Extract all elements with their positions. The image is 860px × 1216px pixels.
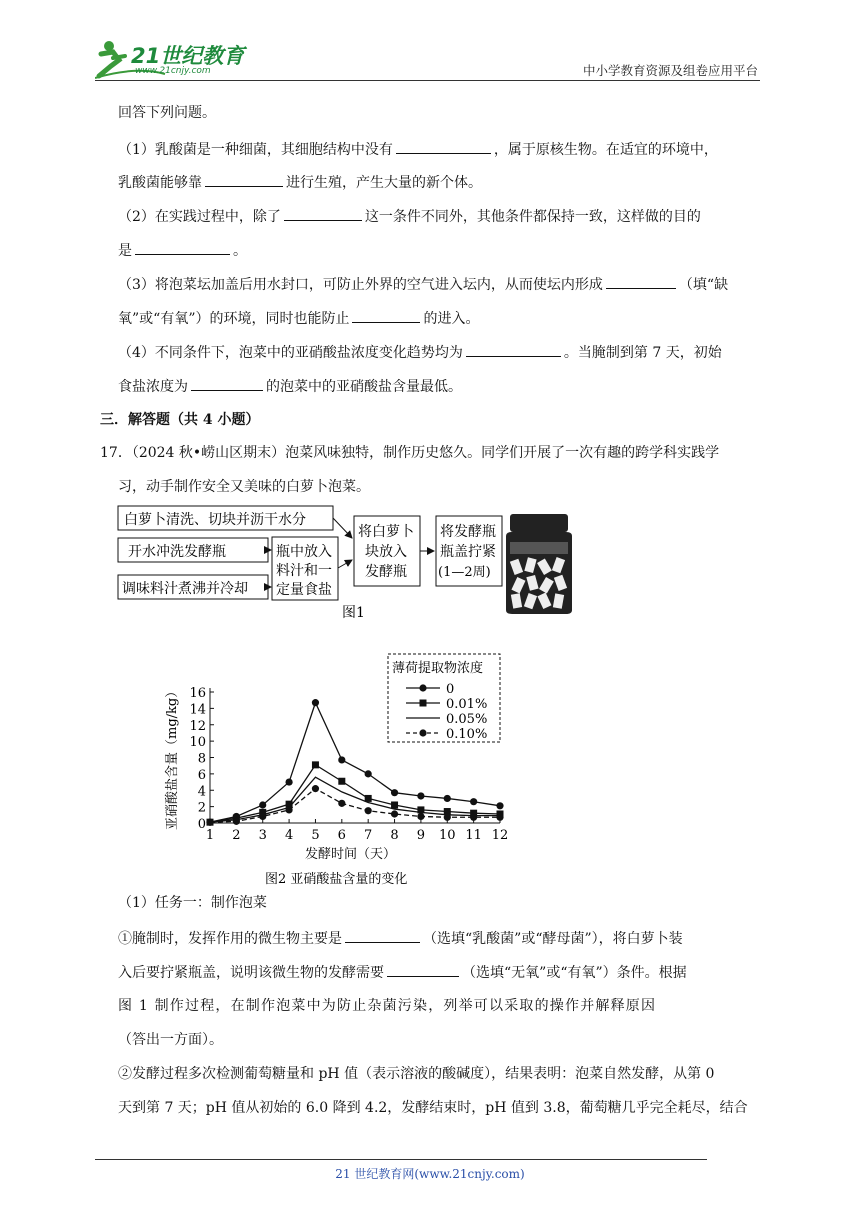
site-logo [95, 36, 255, 80]
answer-blank [135, 240, 230, 255]
q2-line1: （2）在实践过程中，除了 这一条件不同外，其他条件都保持一致，这样做的目的 [118, 206, 701, 227]
flow-text-add-1: 瓶中放入 [276, 544, 332, 560]
answer-blank [352, 308, 420, 323]
data-point [496, 814, 503, 821]
y-tick-label: 4 [197, 784, 206, 800]
legend-marker [420, 700, 427, 707]
task1-line4: （答出一方面）。 [118, 1032, 223, 1048]
y-tick-label: 6 [197, 767, 206, 783]
y-tick-label: 8 [197, 751, 206, 767]
data-point [285, 806, 292, 813]
data-point [365, 770, 372, 777]
x-tick-label: 8 [390, 828, 399, 843]
q3-line1: （3）将泡菜坛加盖后用水封口，可防止外界的空气进入坛内，从而使坛内形成 （填“缺 [118, 274, 728, 295]
legend-label: 0.05% [446, 712, 488, 727]
y-tick-label: 14 [189, 702, 206, 718]
section-heading: 三．解答题（共 4 小题） [100, 412, 260, 428]
data-point [470, 798, 477, 805]
answer-blank [191, 376, 263, 391]
legend-marker [419, 684, 426, 691]
data-point [417, 792, 424, 799]
y-tick-label: 16 [189, 686, 206, 701]
x-tick-label: 12 [491, 828, 509, 843]
data-point [470, 814, 477, 821]
data-point [312, 699, 319, 706]
data-point [391, 810, 398, 817]
flow-text-add-3: 定量食盐 [276, 582, 332, 598]
x-tick-label: 2 [232, 828, 241, 843]
data-point [259, 813, 266, 820]
data-point [338, 756, 345, 763]
q4-line1: （4）不同条件下，泡菜中的亚硝酸盐浓度变化趋势均为 。当腌制到第 7 天，初始 [118, 342, 722, 363]
task1-line3: 图 1 制作过程，在制作泡菜中为防止杂菌污染，列举可以采取的操作并解释原因 [118, 998, 657, 1014]
data-point [496, 802, 503, 809]
series-line-1 [210, 765, 500, 822]
legend-label: 0.10% [446, 727, 488, 742]
figure1-caption: 图1 [342, 605, 365, 621]
x-axis-label: 发酵时间（天） [305, 847, 397, 862]
q1-line1: （1）乳酸菌是一种细菌，其细胞结构中没有 ，属于原核生物。在适宜的环境中， [118, 139, 718, 160]
flow-text-season: 调味料汁煮沸并冷却 [122, 581, 248, 597]
legend-label: 0.01% [446, 697, 488, 712]
x-tick-label: 7 [364, 828, 373, 843]
x-tick-label: 5 [311, 828, 320, 843]
answer-blank [466, 342, 561, 357]
nitrite-line-chart [160, 650, 520, 890]
flow-text-seal-2: 瓶盖拧紧 [440, 544, 496, 560]
task1-line5: ②发酵过程多次检测葡萄糖量和 pH 值（表示溶液的酸碱度），结果表明：泡菜自然发酵，从第 0 [118, 1066, 715, 1082]
intro-line: 回答下列问题。 [118, 105, 216, 121]
q3-line2: 氧”或“有氧”）的环境，同时也能防止 的进入。 [118, 308, 479, 329]
chart-legend [388, 654, 500, 742]
q17-line1: 17．（2024 秋•崂山区期末）泡菜风味独特，制作历史悠久。同学们开展了一次有趣的跨学科实践学 [100, 445, 720, 461]
legend-title: 薄荷提取物浓度 [392, 661, 484, 676]
data-point [338, 778, 345, 785]
legend-label: 0 [446, 682, 455, 697]
answer-blank [387, 962, 459, 977]
data-point [312, 785, 319, 792]
x-tick-label: 10 [438, 828, 456, 843]
answer-blank [345, 928, 420, 943]
answer-blank [284, 206, 362, 221]
task1-line2: 入后要拧紧瓶盖，说明该微生物的发酵需要 （选填“无氧”或“有氧”）条件。根据 [118, 962, 687, 983]
y-tick-label: 10 [189, 735, 206, 751]
answer-blank [205, 172, 283, 187]
flow-text-add-2: 料汁和一 [276, 563, 332, 579]
task1-line6: 天到第 7 天；pH 值从初始的 6.0 降到 4.2，发酵结束时，pH 值到 3.8，葡萄糖几乎完全耗尽，结合 [118, 1100, 748, 1116]
q1-line2: 乳酸菌能够靠 进行生殖，产生大量的新个体。 [118, 172, 482, 193]
x-tick-label: 1 [205, 828, 215, 843]
data-point [312, 761, 319, 768]
data-point [444, 814, 451, 821]
flow-text-place-2: 块放入 [365, 544, 407, 560]
answer-blank [606, 274, 676, 289]
x-tick-label: 3 [258, 828, 267, 843]
header-divider [95, 80, 760, 81]
flow-text-rinse: 开水冲洗发酵瓶 [128, 544, 226, 560]
y-axis-label: 亚硝酸盐含量（mg/kg） [165, 684, 180, 830]
data-point [444, 795, 451, 802]
y-tick-label: 12 [189, 718, 206, 734]
flow-text-wash: 白萝卜清洗、切块并沥干水分 [124, 512, 306, 528]
answer-blank [396, 139, 491, 154]
data-point [233, 818, 240, 825]
q2-line2: 是 。 [118, 240, 247, 261]
x-tick-label: 4 [284, 828, 294, 843]
flow-text-place-1: 将白萝卜 [358, 524, 414, 540]
q17-line2: 习，动手制作安全又美味的白萝卜泡菜。 [118, 479, 370, 495]
data-point [285, 778, 292, 785]
data-point [365, 807, 372, 814]
x-tick-label: 9 [416, 828, 426, 843]
x-tick-label: 6 [337, 828, 346, 843]
jar-icon [500, 512, 580, 616]
figure2-caption: 图2 亚硝酸盐含量的变化 [265, 872, 408, 887]
logo-text: 21世纪教育 [131, 44, 245, 68]
y-tick-label: 2 [197, 800, 206, 816]
footer-divider [95, 1159, 707, 1160]
q4-line2: 食盐浓度为 的泡菜中的亚硝酸盐含量最低。 [118, 376, 462, 397]
data-point [338, 800, 345, 807]
data-point [259, 801, 266, 808]
flow-text-seal-3: (1—2周) [438, 565, 491, 580]
header-platform-text: 中小学教育资源及组卷应用平台 [582, 63, 758, 78]
data-point [391, 801, 398, 808]
task1-line1: ①腌制时，发挥作用的微生物主要是 （选填“乳酸菌”或“酵母菌”），将白萝卜装 [118, 928, 683, 949]
legend-marker [419, 729, 426, 736]
task1-heading: （1）任务一：制作泡菜 [118, 895, 267, 911]
data-point [206, 819, 213, 826]
footer-link[interactable]: 21 世纪教育网(www.21cnjy.com) [335, 1167, 525, 1181]
data-point [417, 813, 424, 820]
flow-text-seal-1: 将发酵瓶 [440, 524, 496, 540]
x-tick-label: 11 [465, 828, 482, 843]
y-tick-label: 0 [197, 817, 206, 832]
flow-text-place-3: 发酵瓶 [365, 564, 407, 580]
data-point [391, 789, 398, 796]
logo-subtext: www.21cnjy.com [135, 66, 211, 76]
